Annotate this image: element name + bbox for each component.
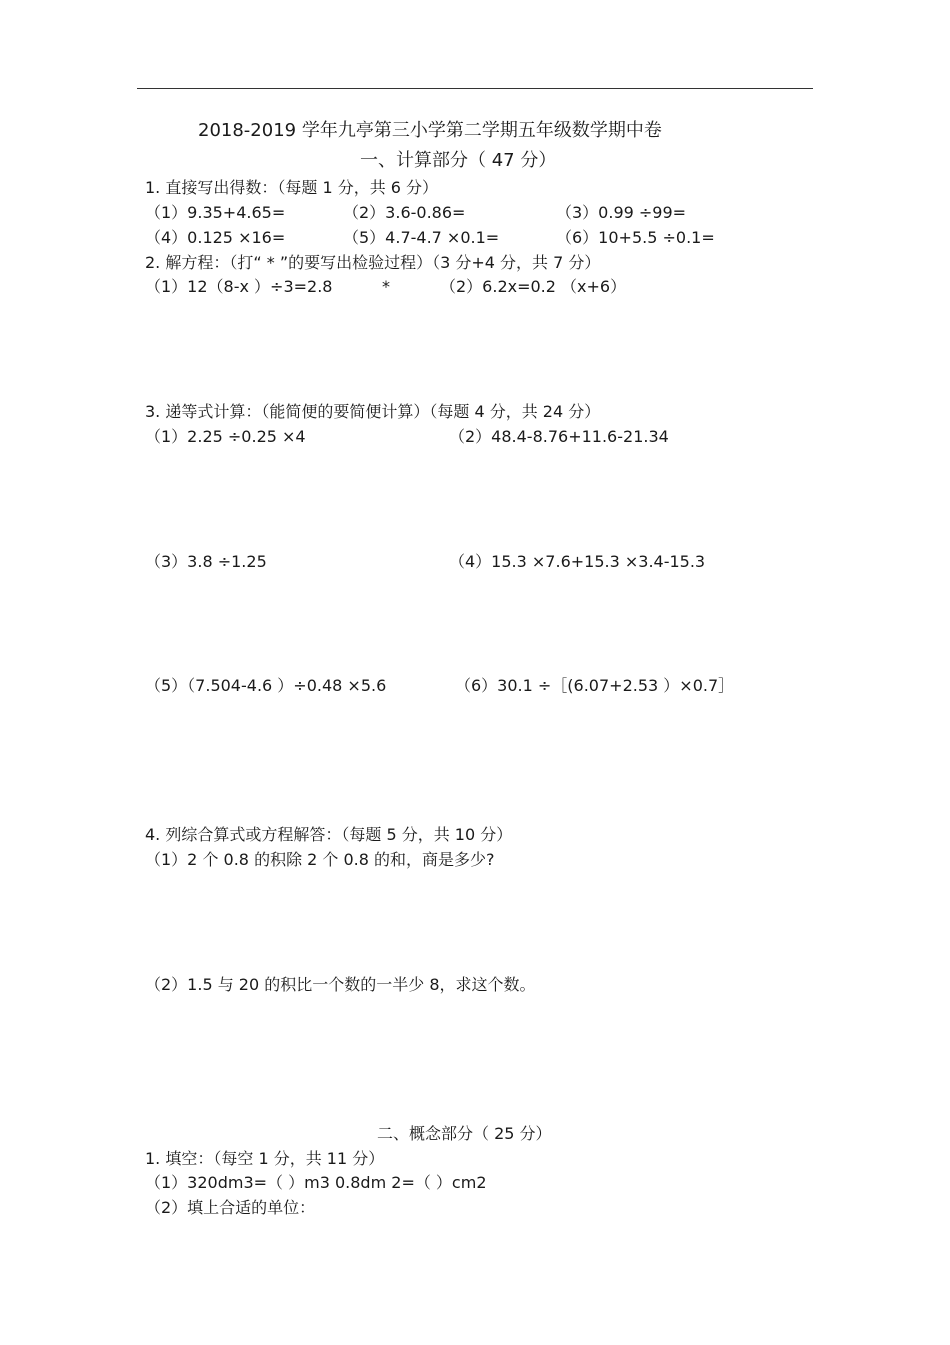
q4-item-2: （2）1.5 与 20 的积比一个数的一半少 8，求这个数。 <box>145 975 536 994</box>
page-title: 2018-2019 学年九亭第三小学第二学期五年级数学期中卷 <box>198 120 662 141</box>
q1-item-4: （4）0.125 ×16= <box>145 228 286 247</box>
q3-item-6: （6）30.1 ÷［(6.07+2.53 ）×0.7］ <box>455 676 735 695</box>
q3-heading: 3. 递等式计算：（能简便的要简便计算）（每题 4 分，共 24 分） <box>145 402 601 421</box>
q2-star-mark: * <box>382 277 390 296</box>
q2-heading: 2. 解方程：（打“ * ”的要写出检验过程）（3 分+4 分，共 7 分） <box>145 253 601 272</box>
q1-item-6: （6）10+5.5 ÷0.1= <box>556 228 715 247</box>
q1-item-3: （3）0.99 ÷99= <box>556 203 687 222</box>
q1-item-5: （5）4.7-4.7 ×0.1= <box>343 228 500 247</box>
q4-heading: 4. 列综合算式或方程解答：（每题 5 分，共 10 分） <box>145 825 513 844</box>
q3-item-5: （5）（7.504-4.6 ）÷0.48 ×5.6 <box>145 676 387 695</box>
q3-item-4: （4）15.3 ×7.6+15.3 ×3.4-15.3 <box>449 552 706 571</box>
q1-item-2: （2）3.6-0.86= <box>343 203 466 222</box>
top-rule <box>137 88 813 89</box>
q1-item-1: （1）9.35+4.65= <box>145 203 286 222</box>
q4-item-1: （1）2 个 0.8 的积除 2 个 0.8 的和，商是多少? <box>145 850 495 869</box>
p2-q1-item-2: （2）填上合适的单位： <box>145 1198 316 1217</box>
part2-heading: 二、概念部分（ 25 分） <box>377 1124 552 1143</box>
q1-heading: 1. 直接写出得数：（每题 1 分，共 6 分） <box>145 178 439 197</box>
q2-item-1: （1）12（8-x ）÷3=2.8 <box>145 277 333 296</box>
p2-q1-heading: 1. 填空：（每空 1 分，共 11 分） <box>145 1149 385 1168</box>
q3-item-2: （2）48.4-8.76+11.6-21.34 <box>449 427 669 446</box>
p2-q1-item-1: （1）320dm3=（ ）m3 0.8dm 2=（ ）cm2 <box>145 1173 487 1192</box>
q2-item-2: （2）6.2x=0.2 （x+6） <box>440 277 627 296</box>
q3-item-1: （1）2.25 ÷0.25 ×4 <box>145 427 306 446</box>
part1-heading: 一、计算部分（ 47 分） <box>360 150 557 171</box>
q3-item-3: （3）3.8 ÷1.25 <box>145 552 267 571</box>
